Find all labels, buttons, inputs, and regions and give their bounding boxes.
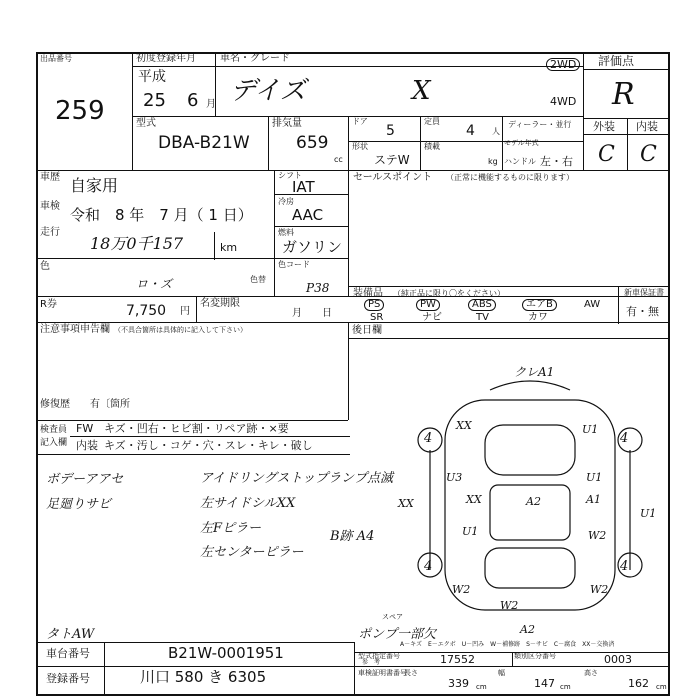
color-label: 色 (40, 261, 50, 272)
shape-label: 形状 (352, 142, 368, 151)
cc-unit: cc (334, 155, 343, 164)
name-change-label: 名変期限 (200, 298, 240, 309)
reg-month: 6 (187, 90, 199, 111)
legend: A－キズ E－エクボ U－凹み W－補修跡 S－サビ C－腐食 XX－交換済 (400, 641, 615, 648)
month-unit: 月 (206, 99, 216, 110)
width-label: 幅 (498, 669, 505, 677)
shift-label: シフト (278, 171, 302, 180)
model-no-label: 型式指定番号 (358, 652, 400, 660)
notes-sub: （不具合箇所は具体的に記入して下さい） (114, 326, 247, 334)
shift: IAT (292, 178, 315, 196)
name-change: 月 日 (292, 308, 332, 319)
handle-label: ハンドル (504, 157, 536, 166)
length-label: 長さ (404, 669, 418, 677)
interior-score: C (640, 142, 657, 167)
mark-rear-left-fender: W2 (452, 583, 471, 596)
reg: 川口 580 き 6305 (140, 668, 267, 686)
recycle: 7,750 (126, 303, 167, 319)
class-no: 0003 (604, 653, 632, 666)
doors-label: ドア (352, 117, 368, 126)
color-change-label: 色替 (250, 275, 266, 284)
class-no-label: 類別区分番号 (514, 652, 556, 660)
diagram-top-label: クレA1 (514, 365, 555, 379)
equip-aw: AW (584, 299, 601, 310)
mark-right-edge: U1 (640, 507, 657, 520)
note-f-pillar: 左Fピラー (200, 521, 262, 536)
car-name: デイズ (230, 76, 306, 106)
color-code-label: 色コード (278, 260, 310, 269)
reference-label: 参 考 (362, 659, 381, 666)
mark-rear-right-fender: W2 (590, 583, 609, 596)
height-label: 高さ (584, 669, 598, 677)
reg-label: 登録番号 (46, 672, 90, 685)
equip-note: （純正品に限り〇をください） (393, 289, 505, 298)
equip-navi: ナビ (422, 312, 442, 323)
first-reg-label: 初度登録年月 (136, 53, 196, 64)
mark-rl-tire: 4 (424, 559, 433, 574)
mark-rear-bumper: A2 (520, 623, 535, 636)
handle: 左・右 (540, 155, 573, 168)
equip-sr: SR (370, 312, 384, 323)
mark-rear-center: W2 (500, 599, 519, 612)
equip-ps: PS (364, 299, 384, 311)
note-b-mark: B跡 A4 (330, 529, 375, 544)
capacity-label: 定員 (424, 117, 440, 126)
kg-unit: kg (488, 157, 498, 166)
interior-label: 内装 (636, 120, 658, 133)
equip-tv: TV (476, 312, 489, 323)
row2: キズ・汚し・コゲ・穴・スレ・キレ・破し (104, 439, 313, 452)
after-label: 後日欄 (352, 325, 382, 336)
history: 自家用 (70, 176, 119, 195)
mark-roof: A2 (526, 495, 541, 508)
lot-number: 259 (55, 96, 105, 126)
mark-right-door: A1 (586, 493, 601, 506)
note-side-sill: 左サイドシルXX (200, 496, 296, 511)
displacement: 659 (296, 133, 329, 153)
mark-left-rear-door: U1 (462, 525, 479, 538)
equip-leather: カワ (528, 312, 548, 323)
mark-left-pillar: XX (466, 493, 482, 506)
notes-label: 注意事項申告欄 (40, 324, 110, 335)
note-pump: ポンプ一部欠 (358, 627, 437, 642)
fuel-label: 燃料 (278, 228, 294, 237)
eval-score: R (612, 77, 635, 112)
color-code: P38 (306, 281, 330, 295)
mileage-label: 走行 (40, 227, 60, 238)
spare-label: スペア (382, 613, 403, 621)
inspection-label: 車検 (40, 201, 60, 212)
row1-label: FW (76, 422, 94, 435)
new-warranty: 有・無 (626, 305, 659, 318)
note-suspension: 足廻りサビ (46, 497, 112, 512)
entry-label: 記入欄 (40, 438, 68, 448)
dealer-label: ディーラー・並行 (508, 120, 572, 129)
eval-label: 評価点 (598, 54, 635, 68)
length-unit: cm (476, 683, 487, 691)
model-label: 型式 (136, 118, 156, 129)
equip-abs: ABS (468, 299, 496, 311)
exterior-label: 外装 (593, 120, 615, 133)
color: ロ・ズ (136, 277, 173, 291)
mark-left-sill: XX (398, 497, 414, 510)
capacity-unit: 人 (492, 127, 500, 136)
grade: X (412, 76, 431, 106)
chassis: B21W-0001951 (168, 644, 284, 662)
note-body: ボデーアアセ (46, 472, 124, 487)
mark-front-right: U1 (582, 423, 599, 436)
row1: キズ・凹右・ヒビ割・リペア跡・×要 (104, 422, 289, 435)
note-aw: タトAW (46, 627, 95, 642)
note-idle-lamp: アイドリングストップランプ点滅 (200, 471, 394, 486)
displacement-label: 排気量 (272, 118, 302, 129)
height-unit: cm (656, 683, 667, 691)
inspection: 令和 8 年 7 月（ 1 日） (70, 206, 253, 224)
ac-label: 冷房 (278, 197, 294, 206)
km-unit: km (220, 241, 238, 254)
model-year-label: モデル年式 (504, 139, 539, 147)
ac: AAC (292, 206, 324, 224)
model: DBA-B21W (158, 133, 250, 153)
width-unit: cm (560, 683, 571, 691)
mileage: 18万0千157 (90, 234, 184, 253)
mark-front-left: XX (456, 419, 472, 432)
note-center-pillar: 左センターピラー (200, 545, 304, 560)
model-no: 17552 (440, 653, 475, 666)
mark-left-door: U3 (446, 471, 463, 484)
cert-label: 車検証明書番号 (358, 669, 407, 677)
chassis-label: 車台番号 (46, 647, 90, 660)
reg-year: 25 (143, 90, 166, 111)
repair-label: 修復歴 (40, 399, 70, 410)
car-name-label: 車名・グレード (220, 53, 290, 64)
equip-airbag: エアB (522, 299, 557, 311)
drive-2wd: 2WD (546, 58, 580, 71)
drive-4wd: 4WD (550, 95, 577, 108)
equip-label: 装備品 (353, 288, 383, 299)
height: 162 (628, 677, 649, 690)
lot-label: 出品番号 (40, 54, 72, 63)
recycle-label: R券 (40, 299, 57, 310)
new-warranty-label: 新車保証書 (624, 288, 664, 297)
history-label: 車歴 (40, 172, 60, 183)
mark-fl-tire: 4 (424, 431, 433, 446)
mark-right-fender: U1 (586, 471, 603, 484)
row2-label: 内装 (76, 439, 98, 452)
shape: ステW (374, 153, 410, 167)
repair: 有〔箇所 (90, 399, 130, 410)
length: 339 (448, 677, 469, 690)
mark-fr-tire: 4 (620, 431, 629, 446)
mark-rr-tire: 4 (620, 559, 629, 574)
checker-label: 検査員 (40, 425, 68, 435)
sales-note: （正常に機能するものに限ります） (446, 173, 574, 182)
sales-label: セールスポイント (353, 172, 433, 183)
capacity: 4 (466, 123, 475, 139)
era: 平成 (138, 69, 166, 85)
yen-unit: 円 (180, 306, 190, 317)
mark-right-rear: W2 (588, 529, 607, 542)
load-label: 積載 (424, 142, 440, 151)
width: 147 (534, 677, 555, 690)
doors: 5 (386, 123, 395, 139)
equip-pw: PW (416, 299, 440, 311)
exterior-score: C (598, 142, 615, 167)
fuel: ガソリン (282, 238, 343, 256)
